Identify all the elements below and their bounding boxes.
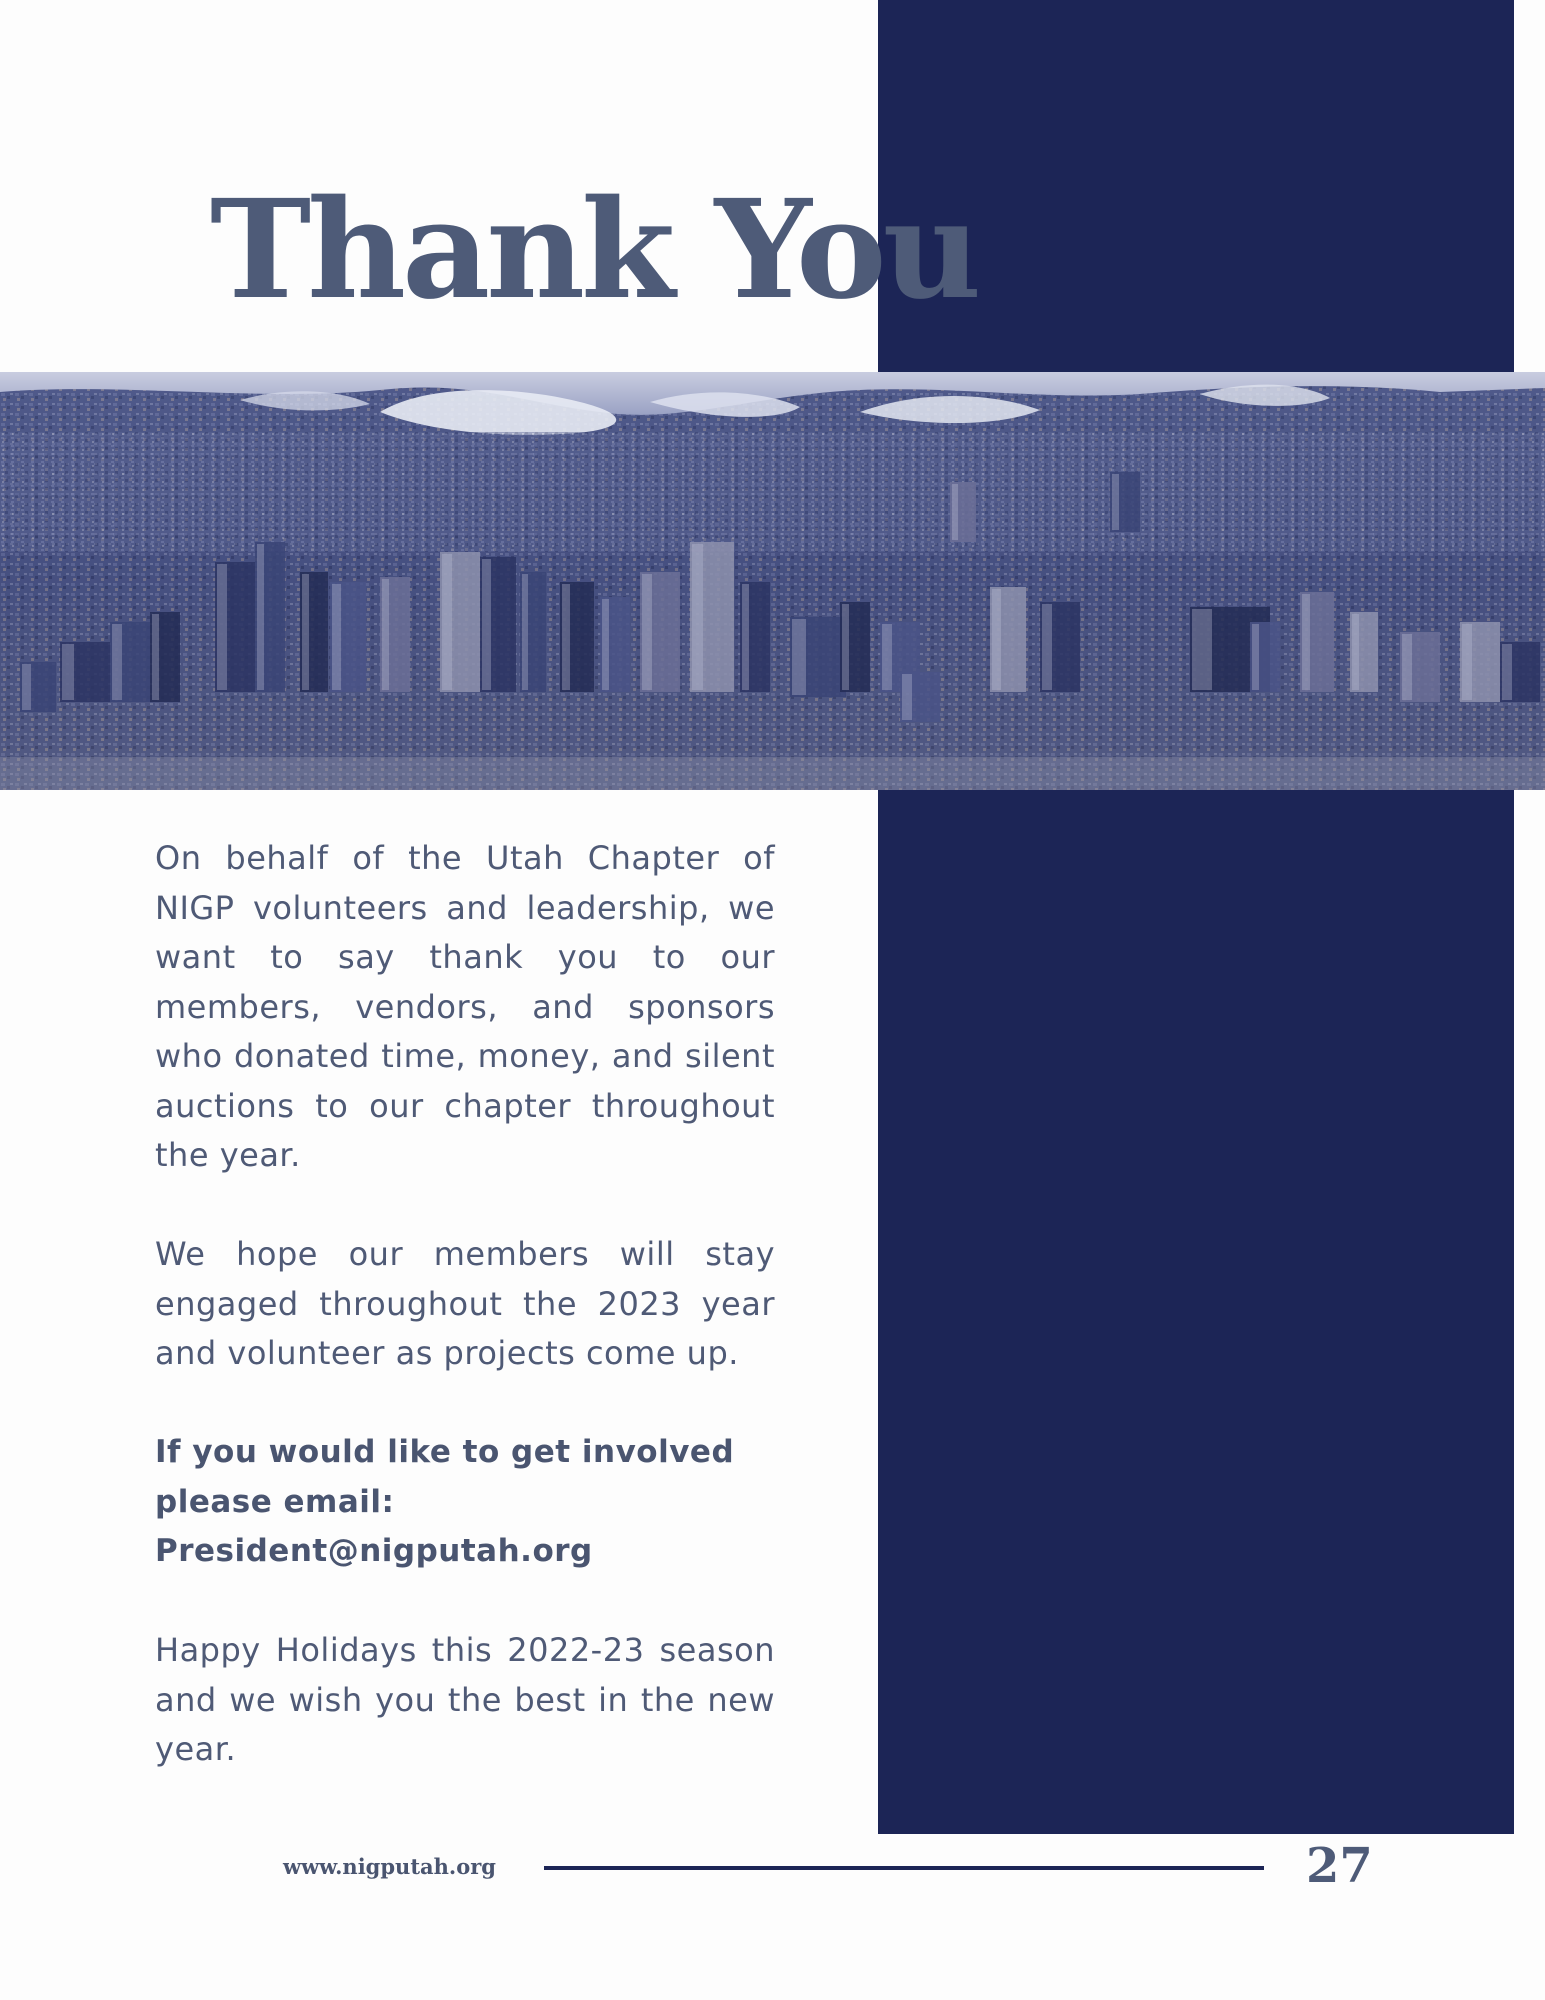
skyline-building-highlight: [952, 484, 958, 540]
skyline-building-highlight: [642, 574, 652, 690]
skyline-building-highlight: [692, 544, 703, 690]
skyline-building-highlight: [152, 614, 159, 700]
skyline-building-highlight: [1352, 614, 1359, 690]
skyline-building-highlight: [992, 589, 1001, 690]
skyline-building-highlight: [882, 624, 892, 690]
skyline-building-highlight: [302, 574, 309, 690]
skyline-building-highlight: [482, 559, 491, 690]
skyline-building-highlight: [1042, 604, 1052, 690]
skyline-building-highlight: [112, 624, 122, 700]
skyline-building-highlight: [902, 674, 912, 720]
navy-panel-bottom: [878, 790, 1514, 1834]
city-skyline-photo: [0, 372, 1545, 790]
skyline-building-highlight: [62, 644, 74, 700]
skyline-building-highlight: [332, 584, 341, 690]
skyline-building-highlight: [562, 584, 570, 690]
body-text: [155, 834, 775, 1775]
skyline-building-highlight: [1462, 624, 1472, 700]
skyline-building-highlight: [602, 599, 609, 690]
footer-divider: [544, 1866, 1264, 1870]
skyline-building-highlight: [22, 664, 31, 710]
skyline-building-highlight: [1302, 594, 1310, 690]
skyline-building-highlight: [1402, 634, 1412, 700]
skyline-building-highlight: [1192, 609, 1212, 690]
skyline-building-highlight: [792, 619, 806, 695]
skyline-building-highlight: [842, 604, 849, 690]
skyline-building-highlight: [742, 584, 749, 690]
skyline-building-highlight: [1112, 474, 1119, 530]
skyline-building-highlight: [442, 554, 452, 690]
skyline-building-highlight: [217, 564, 227, 690]
paragraph-holidays: Happy Holidays this 2022-23 season and we wish you the best in the new year.: [155, 1631, 775, 1768]
skyline-building-highlight: [382, 579, 389, 690]
skyline-building-highlight: [1252, 624, 1259, 690]
skyline-building-highlight: [257, 544, 264, 690]
footer-url: www.nigputah.org: [283, 1854, 496, 1879]
page-number: 27: [1306, 1838, 1373, 1894]
skyline-building-highlight: [522, 574, 528, 690]
paragraph-contact: If you would like to get involved please email: President@nigputah.org: [155, 1434, 735, 1569]
skyline-building-highlight: [1502, 644, 1512, 700]
paragraph-thanks: On behalf of the Utah Chapter of NIGP volunteers and leadership, we want to say thank you to our members, vendors, and sponsors who donated time, money, and silent auctions to our chapter throughout the year.: [155, 839, 775, 1174]
paragraph-engagement: We hope our members will stay engaged throughout the 2023 year and volunteer as projects come up.: [155, 1235, 775, 1372]
page-title: Thank You: [210, 170, 978, 330]
